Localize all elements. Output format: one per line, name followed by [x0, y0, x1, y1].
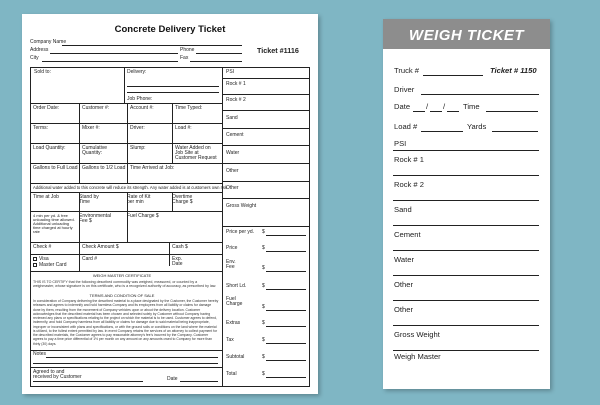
price-symbol: $: [262, 283, 265, 289]
col-divider: [127, 192, 128, 242]
weigh-item-field[interactable]: [393, 250, 539, 251]
weigh-item-field[interactable]: [393, 150, 539, 151]
check-cell: Check Amount $: [82, 244, 119, 250]
truck-field[interactable]: [423, 75, 483, 76]
phone-field[interactable]: [196, 53, 242, 54]
price-label: Env. Fee: [226, 259, 236, 270]
time-cell: Overtime Charge $: [172, 194, 193, 205]
price-field[interactable]: [266, 326, 306, 327]
price-field[interactable]: [266, 343, 306, 344]
date-separator: /: [443, 102, 446, 111]
col-divider: [79, 254, 80, 271]
weigh-item-label: Water: [394, 255, 414, 264]
concrete-ticket-title: Concrete Delivery Ticket: [114, 24, 226, 35]
weigh-item-label: Other: [394, 280, 413, 289]
grid-cell: Driver:: [130, 125, 145, 131]
sold-to-label: Sold to:: [34, 69, 51, 75]
weigh-item-field[interactable]: [393, 275, 539, 276]
col-divider: [172, 103, 173, 163]
price-symbol: $: [262, 304, 265, 310]
mastercard-label: Master Card: [39, 262, 67, 268]
material-label: Cement: [226, 132, 244, 138]
row-divider: [30, 163, 222, 164]
weigh-item-label: Gross Weight: [394, 330, 440, 339]
cert-text: THIS IS TO CERTIFY that the following described commodity was weighed, measured, or counted by a weighmaster, whose signature is on this certificate, who is a recognized authority of accuracy, as prescribed by law.: [33, 280, 217, 289]
grid-cell: Time Arrived at Job:: [130, 165, 175, 171]
delivery-field-2[interactable]: [127, 92, 219, 93]
grid-cell: Gallons to Full Load: [33, 165, 78, 171]
price-field[interactable]: [266, 235, 306, 236]
col-divider: [127, 103, 128, 183]
check-cell: Check #: [33, 244, 52, 250]
row-divider: [30, 271, 222, 272]
date-month-field[interactable]: [413, 111, 425, 112]
weigh-ticket-number: Ticket # 1150: [490, 66, 537, 75]
grid-cell: Order Date:: [33, 105, 60, 111]
material-label: Rock # 2: [226, 97, 246, 103]
city-label: City: [30, 55, 39, 61]
notes-field-2[interactable]: [33, 363, 218, 364]
price-label: Price per yd.: [226, 229, 255, 235]
weigh-item-label: PSI: [394, 139, 407, 148]
price-symbol: $: [262, 245, 265, 251]
mastercard-checkbox[interactable]: [33, 263, 37, 267]
row-divider: [222, 94, 310, 95]
grid-cell: Account #:: [130, 105, 154, 111]
min-cell: 4 min per yd. & free unloading time allowed. Additional unloading time charged at hourly rate: [33, 213, 75, 234]
col-divider: [79, 192, 80, 242]
weigh-ticket-title: WEIGH TICKET: [408, 27, 525, 44]
min-cell: Fuel Charge $: [127, 213, 159, 219]
row-divider: [30, 183, 222, 184]
grid-cell: Water Added on Job Site at Customer Request: [175, 145, 217, 161]
company-name-label: Company Name: [30, 39, 67, 45]
weigh-item-field[interactable]: [393, 300, 539, 301]
exp-date-label: Exp. Date: [172, 256, 183, 267]
row-divider: [222, 128, 310, 129]
truck-label: Truck #: [394, 66, 420, 75]
driver-field[interactable]: [421, 94, 539, 95]
price-label: Price: [226, 245, 238, 251]
notes-field[interactable]: [46, 357, 218, 358]
material-label: Rock # 1: [226, 81, 246, 87]
price-field[interactable]: [266, 289, 306, 290]
min-cell: Environmental Fee $: [79, 213, 111, 224]
weigh-item-field[interactable]: [393, 225, 539, 226]
price-field[interactable]: [266, 310, 306, 311]
fax-field[interactable]: [190, 61, 242, 62]
material-label: Other: [226, 185, 239, 191]
delivery-field-1[interactable]: [127, 86, 219, 87]
fax-label: Fax: [180, 55, 189, 61]
weigh-item-label: Weigh Master: [394, 352, 441, 361]
weigh-item-field[interactable]: [393, 200, 539, 201]
company-name-field[interactable]: [62, 45, 242, 46]
concrete-delivery-ticket: [22, 14, 318, 394]
weigh-item-field[interactable]: [393, 325, 539, 326]
weigh-item-label: Sand: [394, 205, 412, 214]
terms-text: In consideration of Company delivering the described material to a place designated by the Customer, the Customer hereby releases and agrees to indemnify and hold harmless Company and its employees from all liability or claims for damage done by them, resulting from the movement of Company vehicles upon or about the delivery location. Customer acknowledges that the described material has been chosen and selected solely by Customer without Company having reviewed any plans or specifications relating to the project on which the material is to be used. Customer agrees to defend, indemnify, and hold Company harmless from all liability or claims for damage due to said material being inappropriate, improper or inconsistent with plans and specifications, or with the ground soils or conditions on the land where the material is utilized, to the fullest extent permitted by law. In event Company retains the services of an attorney to collect payment for the described materials, the Customer agrees to pay reasonable attorney's fee's incurred by the Company. Customer agrees to pay a time price differential of 1½ per month on any amount on any amounts owed to Company for more than thirty (30) days.: [33, 299, 219, 346]
weigh-item-field[interactable]: [393, 350, 539, 351]
col-divider: [169, 242, 170, 266]
address-label: Address: [30, 47, 49, 53]
address-field[interactable]: [50, 53, 178, 54]
price-label: Subtotal: [226, 354, 245, 360]
time-cell: Stand by Time: [79, 194, 99, 205]
price-symbol: $: [262, 354, 265, 360]
row-divider: [222, 181, 310, 182]
row-divider: [30, 123, 222, 124]
price-symbol: $: [262, 337, 265, 343]
row-divider: [30, 242, 222, 243]
load-label: Load #: [394, 122, 418, 131]
price-label: Total: [226, 371, 237, 377]
agreed-label: Agreed to and received by Customer: [33, 369, 82, 380]
material-label: Gross Weight: [226, 203, 257, 209]
signature-date-field[interactable]: [180, 381, 218, 382]
grid-cell: Time Typed:: [175, 105, 203, 111]
price-symbol: $: [262, 371, 265, 377]
driver-label: Driver: [394, 85, 415, 94]
grid-cell: Mixer #:: [82, 125, 100, 131]
yards-label: Yards: [467, 122, 487, 131]
price-label: Extras: [226, 320, 241, 326]
grid-cell: Customer #:: [82, 105, 110, 111]
grid-cell: Load #:: [175, 125, 192, 131]
time-field[interactable]: [486, 111, 538, 112]
right-column-divider: [222, 67, 223, 387]
row-divider: [30, 143, 222, 144]
notes-label: Notes: [33, 351, 47, 357]
price-label: Short Ld.: [226, 283, 247, 289]
price-field[interactable]: [266, 251, 306, 252]
date-day-field[interactable]: [430, 111, 442, 112]
weigh-item-label: Cement: [394, 230, 421, 239]
price-label: Fuel Charge: [226, 296, 243, 307]
weigh-master-cert-title: WEIGH MASTER CERTIFICATE: [92, 273, 152, 278]
grid-cell: Gallons to 1/2 Load: [82, 165, 126, 171]
water-notice: Additional water added to this concrete will reduce its strength. Any water added is at customers own risk.: [33, 185, 229, 190]
terms-title: TERMS AND CONDITION OF SALE: [89, 293, 155, 298]
check-cell: Cash $: [172, 244, 188, 250]
price-symbol: $: [262, 265, 265, 271]
date-separator: /: [426, 102, 429, 111]
material-label: Sand: [226, 115, 238, 121]
price-symbol: $: [262, 229, 265, 235]
time-cell: Time at Job: [33, 194, 59, 200]
grid-cell: Terms:: [33, 125, 48, 131]
delivery-label: Delivery:: [127, 69, 147, 75]
row-divider: [30, 254, 222, 255]
weigh-item-field[interactable]: [393, 175, 539, 176]
grid-cell: Slump:: [130, 145, 146, 151]
phone-label: Phone: [180, 47, 195, 53]
visa-label: Visa: [39, 256, 49, 262]
row-divider: [30, 350, 222, 351]
customer-signature-field[interactable]: [33, 381, 143, 382]
weigh-item-label: Rock # 2: [394, 180, 424, 189]
col-divider: [79, 103, 80, 183]
load-field[interactable]: [421, 131, 463, 132]
price-field[interactable]: [266, 271, 306, 272]
col-divider: [172, 192, 173, 211]
row-divider: [30, 211, 222, 212]
row-divider: [222, 78, 310, 79]
visa-checkbox[interactable]: [33, 257, 37, 261]
row-divider: [222, 198, 310, 199]
grid-cell: Load Quantity:: [33, 145, 66, 151]
weigh-ticket: [383, 19, 550, 389]
price-symbol: $: [262, 320, 265, 326]
col-divider: [79, 242, 80, 254]
date-label: Date: [394, 102, 411, 111]
concrete-ticket-number: Ticket #1116: [257, 46, 299, 55]
row-divider: [30, 367, 222, 368]
sold-delivery-divider: [124, 67, 125, 103]
city-field[interactable]: [42, 61, 178, 62]
job-phone-label: Job Phone:: [127, 96, 153, 102]
weigh-item-label: Other: [394, 305, 413, 314]
material-label: PSI: [226, 69, 235, 75]
row-divider: [222, 110, 310, 111]
grid-cell: Cumulative Quantity:: [82, 145, 108, 156]
material-label: Other: [226, 168, 239, 174]
row-divider: [222, 163, 310, 164]
signature-date-label: Date: [167, 376, 178, 382]
price-field[interactable]: [266, 360, 306, 361]
yards-field[interactable]: [492, 131, 538, 132]
row-divider: [222, 145, 310, 146]
time-label: Time: [463, 102, 480, 111]
row-divider: [30, 103, 222, 104]
row-divider: [30, 192, 222, 193]
price-label: Tax: [226, 337, 234, 343]
card-number-label: Card #: [82, 256, 98, 262]
time-cell: Rate of Kit per min: [127, 194, 151, 205]
date-year-field[interactable]: [447, 111, 459, 112]
row-divider: [222, 226, 310, 227]
weigh-item-label: Rock # 1: [394, 155, 424, 164]
material-label: Water: [226, 150, 240, 156]
price-field[interactable]: [266, 377, 306, 378]
